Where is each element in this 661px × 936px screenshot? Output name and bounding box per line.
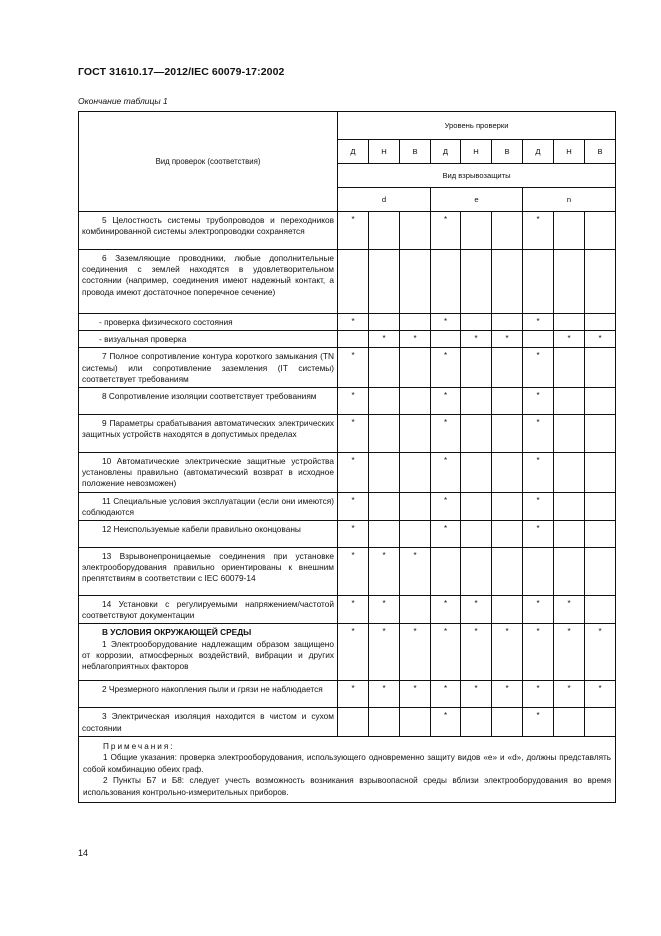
- mark-cell: *: [369, 596, 400, 624]
- mark-cell: [369, 492, 400, 520]
- mark-cell: *: [523, 348, 554, 388]
- mark-cell: [431, 548, 461, 596]
- mark-cell: *: [523, 453, 554, 493]
- page-number: 14: [78, 848, 89, 858]
- mark-cell: [585, 548, 616, 596]
- mark-cell: *: [523, 388, 554, 415]
- mark-cell: *: [338, 415, 369, 453]
- notes: [79, 736, 616, 803]
- mark-cell: *: [585, 681, 616, 708]
- check-text: 14 Установки с регулируемыми напряжением/частотой соответствуют документации: [82, 599, 334, 621]
- check-text: 12 Неиспользуемые кабели правильно оконцованы: [102, 524, 301, 535]
- check-description: [79, 250, 338, 314]
- mark-cell: [338, 331, 369, 348]
- mark-cell: [369, 314, 400, 331]
- mark-cell: [585, 250, 616, 314]
- mark-cell: [492, 415, 523, 453]
- level-cell: Н: [554, 140, 585, 164]
- table-row: [79, 212, 616, 250]
- table-row: [79, 314, 616, 331]
- mark-cell: *: [400, 681, 431, 708]
- mark-cell: [492, 453, 523, 493]
- mark-cell: *: [461, 596, 492, 624]
- check-text: 8 Сопротивление изоляции соответствует требованиям: [102, 391, 317, 402]
- mark-cell: [554, 415, 585, 453]
- check-description: [79, 624, 338, 681]
- check-description: [79, 596, 338, 624]
- check-description: [79, 453, 338, 493]
- mark-cell: *: [338, 681, 369, 708]
- mark-cell: [369, 250, 400, 314]
- mark-cell: [400, 596, 431, 624]
- mark-cell: *: [523, 708, 554, 736]
- mark-cell: *: [585, 624, 616, 681]
- mark-cell: [431, 250, 461, 314]
- check-description: [79, 708, 338, 736]
- level-cell: В: [492, 140, 523, 164]
- check-text: 3 Электрическая изоляция находится в чистом и сухом состоянии: [82, 711, 334, 733]
- mark-cell: *: [523, 314, 554, 331]
- level-cell: В: [400, 140, 431, 164]
- mark-cell: *: [400, 331, 431, 348]
- mark-cell: *: [338, 548, 369, 596]
- check-text: 10 Автоматические электрические защитные устройства установлены правильно (автоматический возврат в исходное положение невозможен): [82, 456, 334, 489]
- mark-cell: [400, 348, 431, 388]
- mark-cell: [585, 388, 616, 415]
- mark-cell: *: [400, 624, 431, 681]
- table-row: [79, 624, 616, 681]
- mark-cell: [461, 708, 492, 736]
- check-text: 13 Взрывонепроницаемые соединения при установке электрооборудования правильно ориентированы к внешним препятствиям в соответствии с IEC 60079-14: [82, 551, 334, 584]
- table-caption: Окончание таблицы 1: [78, 96, 168, 106]
- mark-cell: [461, 492, 492, 520]
- mark-cell: [400, 453, 431, 493]
- mark-cell: *: [554, 596, 585, 624]
- check-description: [79, 314, 338, 331]
- table-row: [79, 348, 616, 388]
- mark-cell: [585, 415, 616, 453]
- note-1: 1 Общие указания: проверка электрооборудования, использующего одновременно защиту видов «е» и «d», должны представлять собой комбинацию обеих граф.: [83, 753, 612, 774]
- mark-cell: [492, 388, 523, 415]
- mark-cell: [585, 348, 616, 388]
- mark-cell: *: [338, 596, 369, 624]
- mark-cell: [369, 521, 400, 548]
- check-description: [79, 548, 338, 596]
- mark-cell: [492, 314, 523, 331]
- mark-cell: [585, 708, 616, 736]
- mark-cell: *: [338, 388, 369, 415]
- mark-cell: [461, 348, 492, 388]
- mark-cell: [400, 415, 431, 453]
- mark-cell: [400, 521, 431, 548]
- check-description: [79, 492, 338, 520]
- mark-cell: *: [461, 681, 492, 708]
- mark-cell: *: [523, 492, 554, 520]
- check-text: 11 Специальные условия эксплуатации (если они имеются) соблюдаются: [82, 495, 334, 517]
- mark-cell: [492, 596, 523, 624]
- table-row: [79, 548, 616, 596]
- mark-cell: *: [431, 708, 461, 736]
- mark-cell: [585, 521, 616, 548]
- mark-cell: *: [492, 681, 523, 708]
- mark-cell: *: [585, 331, 616, 348]
- mark-cell: *: [431, 596, 461, 624]
- mark-cell: *: [338, 348, 369, 388]
- mark-cell: *: [338, 212, 369, 250]
- mark-cell: [554, 348, 585, 388]
- mark-cell: [461, 415, 492, 453]
- mark-cell: [554, 314, 585, 331]
- check-text: - проверка физического состояния: [99, 317, 233, 327]
- table-row: [79, 708, 616, 736]
- mark-cell: [400, 388, 431, 415]
- mark-cell: [492, 548, 523, 596]
- table-row: [79, 521, 616, 548]
- mark-cell: *: [338, 624, 369, 681]
- mark-cell: *: [461, 331, 492, 348]
- mark-cell: [400, 212, 431, 250]
- mark-cell: *: [431, 314, 461, 331]
- check-description: [79, 348, 338, 388]
- protection-type-cell: n: [523, 188, 616, 212]
- check-type-header: Вид проверок (соответствия): [79, 112, 338, 212]
- document-header: ГОСТ 31610.17—2012/IEC 60079-17:2002: [78, 66, 285, 78]
- table-row: [79, 681, 616, 708]
- table-row: [79, 388, 616, 415]
- mark-cell: [461, 212, 492, 250]
- mark-cell: *: [431, 521, 461, 548]
- table-row: [79, 331, 616, 348]
- level-cell: Н: [369, 140, 400, 164]
- mark-cell: *: [523, 596, 554, 624]
- mark-cell: *: [492, 331, 523, 348]
- check-description: [79, 521, 338, 548]
- mark-cell: [461, 250, 492, 314]
- mark-cell: *: [431, 348, 461, 388]
- mark-cell: *: [523, 415, 554, 453]
- inspection-table: [78, 111, 616, 803]
- check-description: [79, 331, 338, 348]
- mark-cell: [585, 453, 616, 493]
- mark-cell: [554, 453, 585, 493]
- mark-cell: *: [431, 212, 461, 250]
- check-text: 1 Электрооборудование надлежащим образом защищено от коррозии, атмосферных воздействий, вибрации и других неблагоприятных факторов: [82, 638, 334, 672]
- mark-cell: [431, 331, 461, 348]
- mark-cell: [369, 348, 400, 388]
- mark-cell: *: [431, 388, 461, 415]
- mark-cell: [523, 548, 554, 596]
- level-cell: Д: [431, 140, 461, 164]
- mark-cell: [554, 250, 585, 314]
- mark-cell: [523, 250, 554, 314]
- mark-cell: *: [431, 415, 461, 453]
- mark-cell: *: [554, 624, 585, 681]
- mark-cell: [400, 492, 431, 520]
- mark-cell: [369, 388, 400, 415]
- level-cell: Д: [338, 140, 369, 164]
- level-header: Уровень проверки: [338, 112, 616, 140]
- mark-cell: [585, 492, 616, 520]
- mark-cell: *: [338, 492, 369, 520]
- check-description: [79, 388, 338, 415]
- mark-cell: *: [523, 681, 554, 708]
- mark-cell: [492, 708, 523, 736]
- mark-cell: *: [338, 521, 369, 548]
- mark-cell: [461, 548, 492, 596]
- protection-type-cell: e: [431, 188, 523, 212]
- check-text: - визуальная проверка: [99, 334, 187, 345]
- mark-cell: [585, 212, 616, 250]
- mark-cell: *: [431, 492, 461, 520]
- mark-cell: [369, 415, 400, 453]
- mark-cell: [523, 331, 554, 348]
- mark-cell: *: [523, 212, 554, 250]
- mark-cell: *: [431, 624, 461, 681]
- mark-cell: [369, 453, 400, 493]
- mark-cell: *: [338, 314, 369, 331]
- table-row: [79, 250, 616, 314]
- mark-cell: [554, 521, 585, 548]
- mark-cell: [461, 453, 492, 493]
- table-row: [79, 453, 616, 493]
- mark-cell: *: [431, 453, 461, 493]
- mark-cell: [585, 596, 616, 624]
- mark-cell: [369, 212, 400, 250]
- check-text: 5 Целостность системы трубопроводов и переходников комбинированной системы электропроводки сохраняется: [82, 215, 334, 237]
- check-description: [79, 681, 338, 708]
- mark-cell: [400, 250, 431, 314]
- mark-cell: [492, 521, 523, 548]
- mark-cell: *: [492, 624, 523, 681]
- level-cell: Д: [523, 140, 554, 164]
- mark-cell: *: [523, 624, 554, 681]
- mark-cell: [338, 708, 369, 736]
- mark-cell: [492, 250, 523, 314]
- check-text: 2 Чрезмерного накопления пыли и грязи не наблюдается: [102, 684, 323, 695]
- table-row: [79, 596, 616, 624]
- check-description: [79, 415, 338, 453]
- mark-cell: *: [338, 453, 369, 493]
- mark-cell: *: [523, 521, 554, 548]
- mark-cell: *: [400, 548, 431, 596]
- mark-cell: *: [554, 681, 585, 708]
- mark-cell: *: [369, 681, 400, 708]
- section-title: В УСЛОВИЯ ОКРУЖАЮЩЕЙ СРЕДЫ: [102, 627, 252, 638]
- level-cell: Н: [461, 140, 492, 164]
- check-description: [79, 212, 338, 250]
- notes-title: Примечания:: [103, 741, 175, 751]
- mark-cell: *: [554, 331, 585, 348]
- level-cell: В: [585, 140, 616, 164]
- mark-cell: *: [369, 548, 400, 596]
- mark-cell: [400, 314, 431, 331]
- mark-cell: [400, 708, 431, 736]
- mark-cell: [369, 708, 400, 736]
- check-text: 6 Заземляющие проводники, любые дополнительные соединения с землей находятся в удовлетворительном состоянии (например, соединения имеют надежный контакт, а провода имеют достаточное поперечное сечение): [82, 253, 334, 297]
- mark-cell: [554, 212, 585, 250]
- table-body: [79, 212, 616, 737]
- mark-cell: [338, 250, 369, 314]
- mark-cell: [554, 708, 585, 736]
- mark-cell: *: [369, 331, 400, 348]
- mark-cell: *: [431, 681, 461, 708]
- mark-cell: [585, 314, 616, 331]
- table-row: [79, 492, 616, 520]
- check-text: 7 Полное сопротивление контура короткого замыкания (TN системы) или сопротивление заземления (IT системы) соответствует требованиям: [82, 351, 334, 384]
- mark-cell: [492, 492, 523, 520]
- mark-cell: [461, 314, 492, 331]
- mark-cell: [554, 388, 585, 415]
- mark-cell: [492, 348, 523, 388]
- note-2: 2 Пункты Б7 и Б8: следует учесть возможность возникания взрывоопасной среды вблизи электрооборудования во время использования контрольно-измерительных приборов.: [83, 776, 612, 797]
- protection-type-cell: d: [338, 188, 431, 212]
- table-row: [79, 415, 616, 453]
- mark-cell: *: [369, 624, 400, 681]
- mark-cell: [461, 521, 492, 548]
- mark-cell: [554, 548, 585, 596]
- mark-cell: [461, 388, 492, 415]
- protection-header: Вид взрывозащиты: [338, 164, 616, 188]
- mark-cell: [492, 212, 523, 250]
- mark-cell: *: [461, 624, 492, 681]
- mark-cell: [554, 492, 585, 520]
- check-text: 9 Параметры срабатывания автоматических электрических защитных устройств находятся в допустимых пределах: [82, 418, 334, 440]
